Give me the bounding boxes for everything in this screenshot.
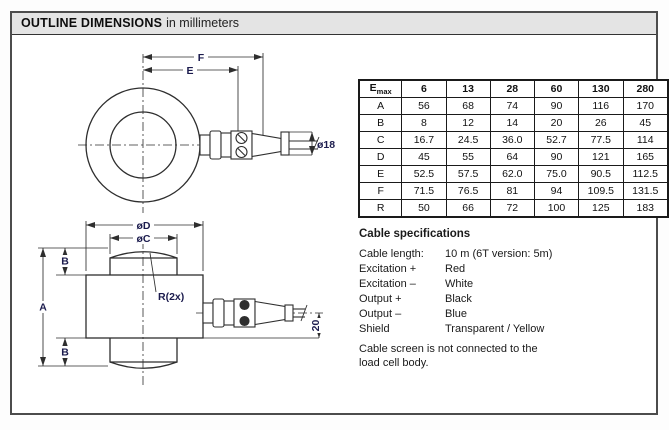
- gland-screw-icon: [240, 301, 249, 310]
- side-view: [37, 219, 325, 387]
- dim-value-cell: 24.5: [446, 132, 490, 149]
- dim-value-cell: 114: [623, 132, 668, 149]
- table-header-capacity: 28: [490, 80, 534, 98]
- dim-label-diameter-d: øD: [136, 220, 151, 232]
- dim-value-cell: 90: [534, 98, 578, 115]
- side-view-cable-gland: [203, 299, 307, 327]
- cable-specs-heading: Cable specifications: [359, 228, 471, 240]
- table-row: [359, 115, 668, 132]
- dim-value-cell: 52.7: [534, 132, 578, 149]
- dim-value-cell: 16.7: [402, 132, 446, 149]
- table-row: [359, 98, 668, 115]
- dim-value-cell: 52.5: [402, 166, 446, 183]
- table-header-capacity: 6: [402, 80, 446, 98]
- dim-value-cell: 90.5: [579, 166, 623, 183]
- spec-row: [359, 292, 657, 307]
- load-cell-body-outline: [86, 252, 203, 369]
- spec-value: Black: [445, 293, 472, 305]
- cable-specifications: [359, 228, 657, 370]
- dim-label-20: 20: [310, 319, 322, 332]
- cable-screen-note: [359, 342, 657, 370]
- dim-value-cell: 72: [490, 200, 534, 218]
- table-row: [359, 132, 668, 149]
- dim-name-cell: A: [359, 98, 402, 115]
- dim-label-diameter-c: øC: [136, 233, 151, 245]
- dim-value-cell: 121: [579, 149, 623, 166]
- table-row: [359, 200, 668, 218]
- spec-row: [359, 322, 657, 337]
- spec-label: Excitation –: [359, 278, 416, 290]
- dim-value-cell: 76.5: [446, 183, 490, 200]
- spec-value: 10 m (6T version: 5m): [445, 248, 553, 260]
- spec-row: [359, 307, 657, 322]
- top-view: [78, 51, 335, 213]
- dim-value-cell: 94: [534, 183, 578, 200]
- dim-value-cell: 116: [579, 98, 623, 115]
- dim-label-b-bottom: B: [61, 346, 69, 359]
- dim-value-cell: 109.5: [579, 183, 623, 200]
- dim-value-cell: 20: [534, 115, 578, 132]
- dim-value-cell: 8: [402, 115, 446, 132]
- dim-name-cell: D: [359, 149, 402, 166]
- dim-name-cell: B: [359, 115, 402, 132]
- bottom-dome-arc: [110, 362, 177, 368]
- dim-label-a: A: [39, 301, 47, 314]
- dim-label-backgrounds: [37, 219, 325, 358]
- spec-label: Shield: [359, 323, 390, 335]
- dim-value-cell: 165: [623, 149, 668, 166]
- table-header-capacity: 130: [579, 80, 623, 98]
- dim-value-cell: 74: [490, 98, 534, 115]
- section-subtitle: in millimeters: [166, 16, 240, 30]
- table-row: [359, 183, 668, 200]
- dim-value-cell: 112.5: [623, 166, 668, 183]
- dim-value-cell: 26: [579, 115, 623, 132]
- spec-label: Excitation +: [359, 263, 417, 275]
- dim-value-cell: 68: [446, 98, 490, 115]
- dim-value-cell: 100: [534, 200, 578, 218]
- dim-value-cell: 131.5: [623, 183, 668, 200]
- dim-value-cell: 90: [534, 149, 578, 166]
- dim-value-cell: 71.5: [402, 183, 446, 200]
- radius-leader-line: [150, 253, 156, 292]
- note-line: Cable screen is not connected to the: [359, 343, 538, 355]
- dim-value-cell: 77.5: [579, 132, 623, 149]
- dim-label-b-top: B: [61, 255, 69, 268]
- spec-value: White: [445, 278, 474, 290]
- dim-value-cell: 62.0: [490, 166, 534, 183]
- dim-value-cell: 56: [402, 98, 446, 115]
- section-title: OUTLINE DIMENSIONS: [21, 16, 163, 30]
- dim-value-cell: 81: [490, 183, 534, 200]
- table-header-emax: $E_{max}$: [359, 80, 402, 98]
- dim-label-e: E: [186, 65, 194, 77]
- spec-value: Transparent / Yellow: [445, 323, 545, 335]
- dim-value-cell: 57.5: [446, 166, 490, 183]
- top-dome-arc: [110, 252, 177, 258]
- dim-value-cell: 125: [579, 200, 623, 218]
- spec-value: Blue: [445, 308, 468, 320]
- table-row: [359, 166, 668, 183]
- spec-label: Output –: [359, 308, 402, 320]
- dim-value-cell: 66: [446, 200, 490, 218]
- dim-name-cell: C: [359, 132, 402, 149]
- dim-value-cell: 64: [490, 149, 534, 166]
- dim-value-cell: 170: [623, 98, 668, 115]
- table-header-row: [359, 80, 668, 98]
- spec-row: [359, 277, 657, 292]
- dim-value-cell: 36.0: [490, 132, 534, 149]
- dim-value-cell: 12: [446, 115, 490, 132]
- spec-label: Cable length:: [359, 248, 424, 260]
- dim-label-f: F: [197, 52, 205, 64]
- table-header-capacity: 60: [534, 80, 578, 98]
- radius-callout-label: R(2x): [158, 291, 185, 303]
- dim-value-cell: 55: [446, 149, 490, 166]
- table-header-capacity: 280: [623, 80, 668, 98]
- dimensions-table: [358, 79, 669, 218]
- spec-label: Output +: [359, 293, 402, 305]
- spec-row: [359, 262, 657, 277]
- dim-value-cell: 14: [490, 115, 534, 132]
- gland-screw-icon: [240, 317, 249, 326]
- dim-name-cell: R: [359, 200, 402, 218]
- dim-value-cell: 50: [402, 200, 446, 218]
- note-line: load cell body.: [359, 357, 429, 369]
- dim-name-cell: E: [359, 166, 402, 183]
- spec-row: [359, 247, 657, 262]
- top-view-centerlines: [78, 54, 210, 213]
- table-row: [359, 149, 668, 166]
- dim-value-cell: 75.0: [534, 166, 578, 183]
- table-header-capacity: 13: [446, 80, 490, 98]
- dim-value-cell: 45: [402, 149, 446, 166]
- dim-value-cell: 45: [623, 115, 668, 132]
- dim-label-cable-diameter: ø18: [317, 139, 336, 151]
- dim-name-cell: F: [359, 183, 402, 200]
- spec-value: Red: [445, 263, 466, 275]
- dim-value-cell: 183: [623, 200, 668, 218]
